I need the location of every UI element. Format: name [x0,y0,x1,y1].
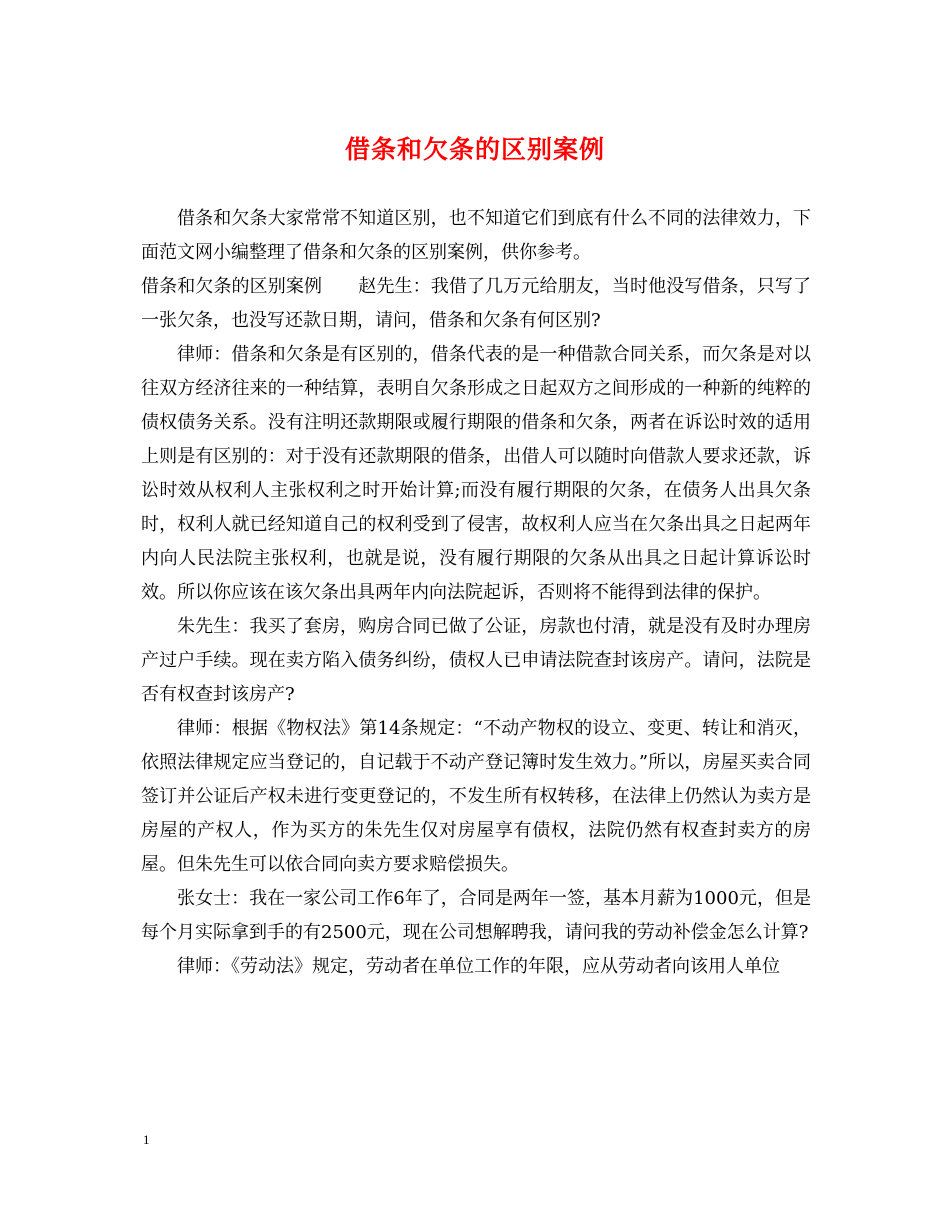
page-number: 1 [143,1132,150,1147]
paragraph-answer-zhu: 律师：根据《物权法》第14条规定：“不动产物权的设立、变更、转让和消灭，依照法律规定应当登记的，自记载于不动产登记簿时发生效力。”所以，房屋买卖合同签订并公证后产权未进行变更登记的，不发生所有权转移，在法律上仍然认为卖方是房屋的产权人，作为买方的朱先生仅对房屋享有债权，法院仍然有权查封卖方的房屋。但朱先生可以依合同向卖方要求赔偿损失。 [141,718,811,875]
paragraph-question-zhu: 朱先生：我买了套房，购房合同已做了公证，房款也付清，就是没有及时办理房产过户手续。现在卖方陷入债务纠纷，债权人已申请法院查封该房产。请问，法院是否有权查封该房产? [141,616,811,705]
paragraph-question-zhang: 张女士：我在一家公司工作6年了，合同是两年一签，基本月薪为1000元，但是每个月实际拿到手的有2500元，现在公司想解聘我，请问我的劳动补偿金怎么计算? [141,888,811,943]
paragraph-intro: 借条和欠条大家常常不知道区别，也不知道它们到底有什么不同的法律效力，下面范文网小编整理了借条和欠条的区别案例，供你参考。 [141,208,811,263]
paragraph-answer-zhang: 律师：《劳动法》规定，劳动者在单位工作的年限，应从劳动者向该用人单位 [177,956,780,977]
document-body [141,202,811,984]
paragraph-question-zhao: 借条和欠条的区别案例 赵先生：我借了几万元给朋友，当时他没写借条，只写了一张欠条，也没写还款日期，请问，借条和欠条有何区别? [141,276,811,331]
document-title: 借条和欠条的区别案例 [344,135,605,164]
paragraph-answer-zhao: 律师：借条和欠条是有区别的，借条代表的是一种借款合同关系，而欠条是对以往双方经济往来的一种结算，表明自欠条形成之日起双方之间形成的一种新的纯粹的债权债务关系。没有注明还款期限或履行期限的借条和欠条，两者在诉讼时效的适用上则是有区别的：对于没有还款期限的借条，出借人可以随时向借款人要求还款，诉讼时效从权利人主张权利之时开始计算;而没有履行期限的欠条，在债务人出具欠条时，权利人就已经知道自己的权利受到了侵害，故权利人应当在欠条出具之日起两年内向人民法院主张权利，也就是说，没有履行期限的欠条从出具之日起计算诉讼时效。所以你应该在该欠条出具两年内向法院起诉，否则将不能得到法律的保护。 [141,344,811,603]
